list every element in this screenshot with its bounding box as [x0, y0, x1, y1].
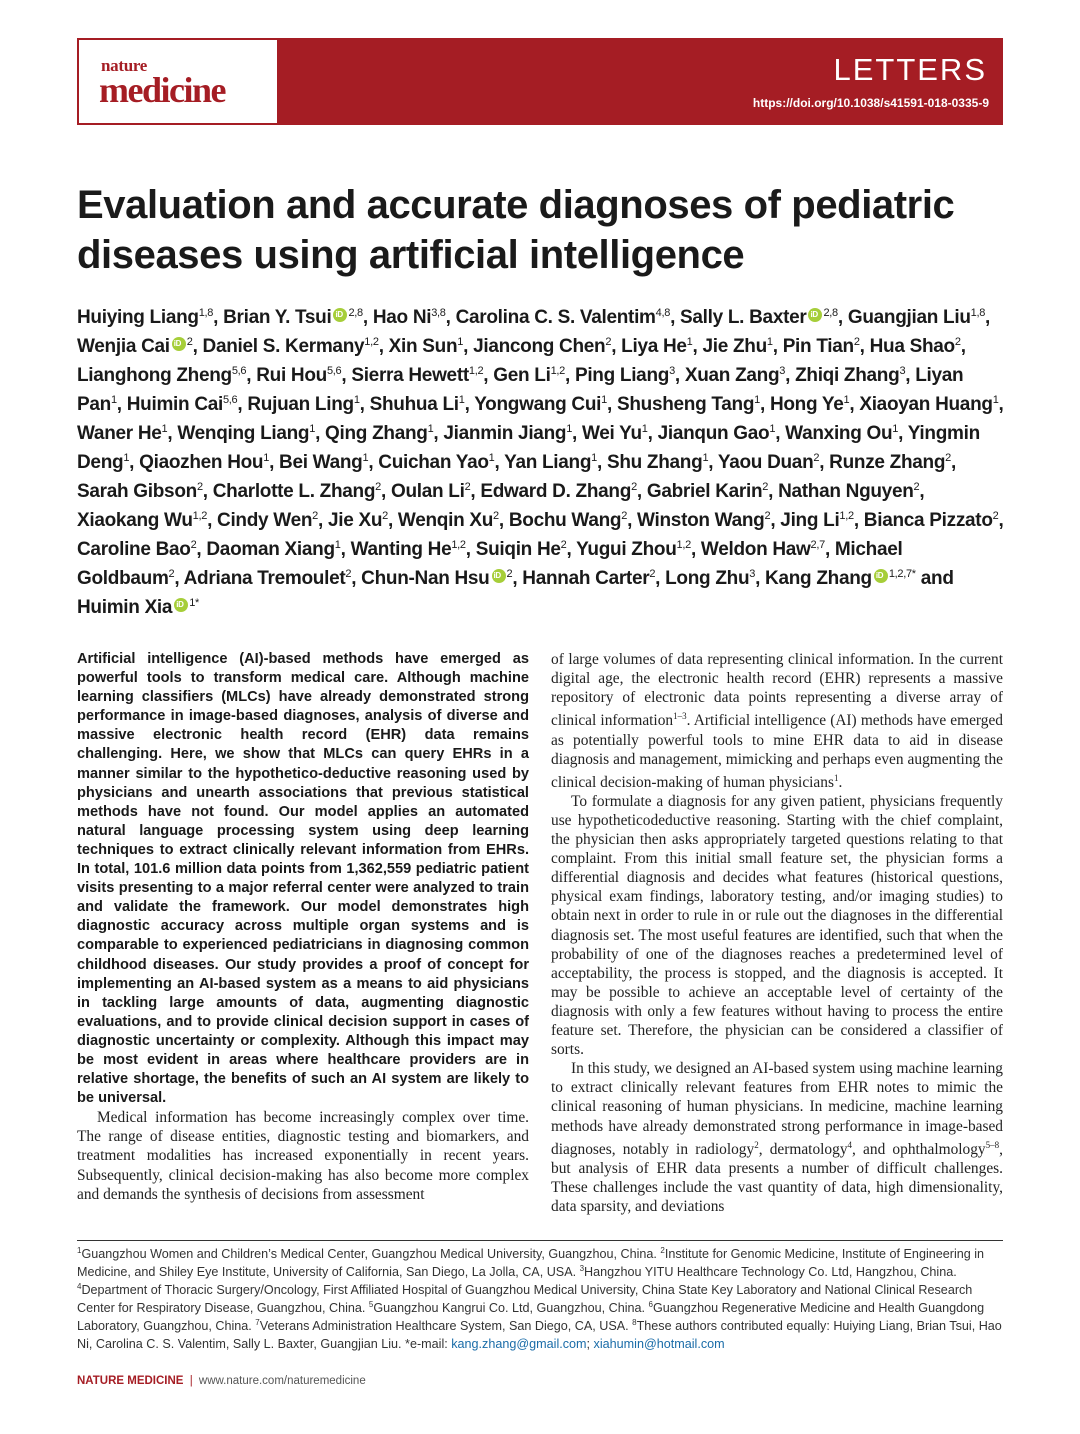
author-affiliation: 5,6 [231, 365, 247, 377]
author-affiliation: 2 [913, 481, 920, 493]
author-name[interactable]: Huiying Liang [77, 307, 199, 328]
right-column [551, 650, 1003, 1216]
author-name[interactable]: Chun-Nan Hsu [361, 568, 490, 589]
author-name[interactable]: Liyan Pan [77, 365, 964, 415]
author-affiliation: 2,8 [348, 307, 363, 319]
author-affiliation: 1,2 [468, 365, 484, 377]
author-name[interactable]: Hannah Carter [522, 568, 650, 589]
reference-citation[interactable]: 2 [754, 1139, 759, 1150]
reference-citation[interactable]: 1 [833, 772, 839, 783]
author-name[interactable]: Jiancong Chen [473, 336, 606, 357]
author-name[interactable]: Gen Li [493, 365, 551, 386]
author-affiliation: 1* [189, 597, 199, 609]
orcid-icon[interactable] [492, 569, 506, 583]
author-name[interactable]: Jing Li [780, 510, 840, 531]
journal-banner [77, 38, 1003, 125]
author-affiliation: 2 [186, 336, 193, 348]
author-name[interactable]: Cindy Wen [217, 510, 313, 531]
author-affiliation: 2 [375, 481, 381, 493]
author-affiliation: 2 [621, 510, 628, 522]
author-affiliation: 3 [779, 365, 786, 377]
author-affiliation: 1,2 [451, 539, 466, 551]
logo-nature-text: nature [101, 56, 148, 75]
author-affiliation: 1 [702, 452, 709, 464]
author-affiliation: 2 [506, 568, 513, 580]
author-name[interactable]: Waner He [77, 423, 162, 444]
author-name[interactable]: Shusheng Tang [616, 394, 755, 415]
author-name[interactable]: Ping Liang [574, 365, 670, 386]
author-name[interactable]: Shuhua Li [369, 394, 459, 415]
abstract: Artificial intelligence (AI)-based methods have emerged as powerful tools to transform medical care. Although machine learning classifiers (MLCs) have already demonstrated strong performance in image-based diagnoses, analysis of diverse and massive electronic health record (EHR) data remains challenging. Here, we show that MLCs can query EHRs in a manner similar to the hypothetico-deductive reasoning used by physicians and unearth associations that previous statistical methods have not found. Our model applies an automated natural language processing system using deep learning techniques to extract clinically relevant information from EHRs. In total, 101.6 million data points from 1,362,559 pediatric patient visits presenting to a major referral center were analyzed to train and validate the framework. Our model demonstrates high diagnostic accuracy across multiple organ systems and is comparable to experienced pediatricians in diagnosing common childhood diseases. Our study provides a proof of concept for implementing an AI-based system as a means to aid physicians in tackling large amounts of data, augmenting diagnostic evaluations, and to provide clinical decision support in cases of diagnostic uncertainty or complexity. Although this impact may be most evident in areas where healthcare providers are in relative shortage, the benefits of such an AI system are likely to be universal. [77, 651, 529, 1107]
author-affiliation: 1,2 [364, 336, 379, 348]
author-affiliation: 2,7 [810, 539, 825, 551]
author-name[interactable]: Michael Goldbaum [77, 539, 903, 589]
author-name[interactable]: Wenqin Xu [397, 510, 494, 531]
author-affiliation: 1 [123, 452, 130, 464]
author-name[interactable]: Pin Tian [782, 336, 854, 357]
author-affiliation: 2 [464, 481, 471, 493]
email-link[interactable]: kang.zhang@gmail.com [451, 1337, 587, 1351]
author-name[interactable]: Runze Zhang [829, 452, 946, 473]
author-affiliation: 2 [382, 510, 388, 522]
author-affiliation: 3,8 [431, 307, 446, 319]
author-name[interactable]: Oulan Li [390, 481, 465, 502]
author-affiliation: 1,2 [676, 539, 691, 551]
author-affiliation: 1 [309, 423, 316, 435]
author-name[interactable]: Daniel S. Kermany [202, 336, 365, 357]
author-name[interactable]: Adriana Tremoulet [183, 568, 346, 589]
author-name[interactable]: Lianghong Zheng [77, 365, 232, 386]
footnote-divider [77, 1240, 1003, 1241]
author-affiliation: 1 [992, 394, 999, 406]
author-name[interactable]: Wei Yu [581, 423, 642, 444]
author-name[interactable]: Hao Ni [372, 307, 432, 328]
author-affiliation: 2 [853, 336, 860, 348]
author-name[interactable]: Xiaoyan Huang [859, 394, 993, 415]
author-name[interactable]: Long Zhu [665, 568, 750, 589]
author-affiliation: 2 [190, 539, 197, 551]
author-name[interactable]: Winston Wang [637, 510, 765, 531]
author-affiliation: 1 [488, 452, 495, 464]
author-name[interactable]: Weldon Haw [700, 539, 811, 560]
author-affiliation: 1 [766, 336, 773, 348]
author-name[interactable]: Carolina C. S. Valentim [455, 307, 656, 328]
author-affiliation: 1 [591, 452, 597, 464]
author-name[interactable]: Yongwang Cui [474, 394, 602, 415]
author-affiliation: 1 [458, 394, 465, 406]
author-name[interactable]: Sally L. Baxter [680, 307, 807, 328]
author-name[interactable]: Wenqing Liang [177, 423, 310, 444]
author-affiliation: 1 [754, 394, 760, 406]
author-affiliation: 2 [813, 452, 820, 464]
author-name[interactable]: Yan Liang [504, 452, 592, 473]
author-affiliation: 2 [196, 481, 203, 493]
author-affiliation: 1 [892, 423, 899, 435]
author-name[interactable]: Jianmin Jiang [443, 423, 567, 444]
author-name[interactable]: Xin Sun [388, 336, 458, 357]
author-affiliation: 1 [641, 423, 648, 435]
orcid-icon[interactable] [808, 308, 822, 322]
author-name[interactable]: Rujuan Ling [247, 394, 354, 415]
author-affiliation: 1 [566, 423, 573, 435]
author-affiliation: 1,8 [198, 307, 214, 319]
author-name[interactable]: Shu Zhang [606, 452, 703, 473]
author-name[interactable]: Charlotte L. Zhang [212, 481, 376, 502]
author-affiliation: 1 [601, 394, 607, 406]
author-affiliation: 2 [764, 510, 771, 522]
author-affiliation: 1,2,7* [888, 568, 916, 580]
author-affiliation: 3 [749, 568, 756, 580]
body-paragraph: Medical information has become increasingly complex over time. The range of disease entities, diagnostic testing and biomarkers, and treatment modalities has increased exponentially in recent years. Subsequently, clinical decision-making has also become more complex and demands the synthesis of decisions from assessment [77, 1109, 529, 1203]
author-affiliation: 5,6 [326, 365, 342, 377]
author-name[interactable]: Xuan Zang [684, 365, 780, 386]
author-affiliation: 2 [649, 568, 656, 580]
author-affiliation: 3 [669, 365, 675, 377]
article-type: LETTERS [833, 52, 987, 87]
author-name[interactable]: Huimin Xia [77, 597, 173, 618]
author-affiliation: 2 [605, 336, 612, 348]
author-affiliation: 2 [945, 452, 951, 464]
author-name[interactable]: Yugui Zhou [576, 539, 677, 560]
body-paragraph: of large volumes of data representing clinical information. In the current digital age, the electronic health record (EHR) represents a massive repository of electronic data points representing a diverse array of clinical information$^{1-3}$. Artificial intelligence (AI) methods have emerged as potentially powerful tools to mine EHR data to aid in disease diagnosis and management, mimicking and perhaps even augmenting the clinical decision-making of human physicians$^1$. [551, 651, 1003, 791]
body-paragraph: To formulate a diagnosis for any given patient, physicians frequently use hypotheticodeductive reasoning. Starting with the chief complaint, the physician then asks appropriately targeted questions relating to that complaint. From this initial small feature set, the physician forms a differential diagnosis and decides what features (historical questions, physical exam findings, laboratory testing, and/or imaging studies) to obtain next in order to rule in or rule out the diagnoses in the differential diagnosis set. The most useful features are identified, such that when the probability of one of the diagnoses reaches a predetermined level of acceptability, the process is stopped, and the diagnosis is accepted. It may be possible to achieve an acceptable level of certainty of the diagnosis with only a few features without having to process the entire feature set. Therefore, the physician can be considered a classifier of sorts. [551, 792, 1003, 1059]
author-name[interactable]: Qiaozhen Hou [139, 452, 264, 473]
author-affiliation: 2 [631, 481, 637, 493]
author-affiliation: 2 [312, 510, 318, 522]
author-name[interactable]: Jianqun Gao [657, 423, 770, 444]
orcid-icon[interactable] [172, 337, 186, 351]
author-affiliation: 3 [899, 365, 906, 377]
author-affiliation: 1 [334, 539, 341, 551]
author-affiliation: 1 [110, 394, 117, 406]
author-affiliation: 2 [493, 510, 499, 522]
author-name[interactable]: Sierra Hewett [351, 365, 469, 386]
orcid-icon[interactable] [333, 308, 347, 322]
logo-medicine-text: medicine [99, 70, 225, 110]
orcid-icon[interactable] [174, 598, 188, 612]
reference-citation[interactable]: 1–3 [673, 711, 687, 722]
author-name[interactable]: Yaou Duan [717, 452, 814, 473]
author-name[interactable]: Cuichan Yao [378, 452, 489, 473]
author-name[interactable]: Jie Zhu [702, 336, 767, 357]
author-name[interactable]: Brian Y. Tsui [223, 307, 332, 328]
page-footer [77, 1375, 366, 1387]
author-name[interactable]: Wanxing Ou [785, 423, 893, 444]
author-affiliation: 1 [263, 452, 270, 464]
author-affiliation: 2 [560, 539, 567, 551]
author-name[interactable]: Guangjian Liu [847, 307, 971, 328]
author-affiliation: 1 [427, 423, 434, 435]
author-name[interactable]: Rui Hou [256, 365, 327, 386]
footer-journal-name: NATURE MEDICINE [77, 1375, 184, 1387]
author-name[interactable]: Hong Ye [769, 394, 844, 415]
author-name[interactable]: Gabriel Karin [646, 481, 763, 502]
author-name[interactable]: Sarah Gibson [77, 481, 197, 502]
email-link[interactable]: xiahumin@hotmail.com [593, 1337, 725, 1351]
journal-logo[interactable] [77, 38, 279, 125]
author-name[interactable]: Liya He [621, 336, 687, 357]
orcid-icon[interactable] [874, 569, 888, 583]
author-name[interactable]: Wanting He [350, 539, 452, 560]
author-name[interactable]: Yingmin Deng [77, 423, 980, 473]
author-name[interactable]: Zhiqi Zhang [795, 365, 900, 386]
author-name[interactable]: Edward D. Zhang [480, 481, 632, 502]
author-name[interactable]: Huimin Cai [126, 394, 223, 415]
author-affiliation: 1 [843, 394, 850, 406]
author-name[interactable]: Daoman Xiang [206, 539, 335, 560]
author-affiliation: 1 [686, 336, 693, 348]
footer-separator: | [189, 1375, 193, 1387]
affiliations-footnote: $^1$Guangzhou Women and Children’s Medical Center, Guangzhou Medical University, Guangzhou, China. $^2$Institute for Genomic Medicine, Institute of Engineering in Medicine, and Shiley Eye Institute, University of California, San Diego, La Jolla, CA, USA. $^3$Hangzhou YITU Healthcare Technology Co. Ltd, Hangzhou, China. $^4$Department of Thoracic Surgery/Oncology, First Affiliated Hospital of Guangzhou Medical University, China State Key Laboratory and National Clinical Research Center for Respiratory Disease, Guangzhou, China. $^5$Guangzhou Kangrui Co. Ltd, Guangzhou, China. $^6$Guangzhou Regenerative Medicine and Health Guangdong Laboratory, Guangzhou, China. $^7$Veterans Administration Healthcare System, San Diego, CA, USA. $^8$These authors contributed equally: Huiying Liang, Brian Tsui, Hao Ni, Carolina C. S. Valentim, Sally L. Baxter, Guangjian Liu. *e-mail: kang.zhang@gmail.com; xiahumin@hotmail.com [77, 1246, 1002, 1351]
author-name[interactable]: Qing Zhang [325, 423, 428, 444]
author-name[interactable]: Bochu Wang [508, 510, 622, 531]
author-name[interactable]: Caroline Bao [77, 539, 191, 560]
left-column [77, 650, 529, 1204]
author-affiliation: 2 [345, 568, 352, 580]
author-affiliation: 1 [353, 394, 360, 406]
author-affiliation: 2 [992, 510, 999, 522]
author-affiliation: 1 [769, 423, 776, 435]
author-affiliation: 2 [168, 568, 175, 580]
author-name[interactable]: Nathan Nguyen [778, 481, 914, 502]
doi-link[interactable]: https://doi.org/10.1038/s41591-018-0335-9 [752, 96, 989, 110]
author-affiliation: 1,2 [839, 510, 854, 522]
reference-citation[interactable]: 5–8 [985, 1139, 1000, 1150]
author-affiliation: 1 [161, 423, 168, 435]
footer-url-link[interactable]: www.nature.com/naturemedicine [198, 1375, 366, 1387]
author-affiliation: 1 [457, 336, 464, 348]
author-affiliation: 1 [362, 452, 369, 464]
author-name[interactable]: Kang Zhang [765, 568, 872, 589]
author-affiliation: 4,8 [655, 307, 671, 319]
author-affiliation: 2,8 [823, 307, 838, 319]
author-name[interactable]: Suiqin He [475, 539, 561, 560]
author-affiliation: 1,8 [970, 307, 986, 319]
author-name[interactable]: Jie Xu [327, 510, 383, 531]
author-affiliation: 5,6 [222, 394, 238, 406]
author-affiliation: 2 [954, 336, 961, 348]
author-name[interactable]: Hua Shao [869, 336, 955, 357]
author-name[interactable]: Bei Wang [279, 452, 363, 473]
author-affiliation: 1,2 [550, 365, 565, 377]
author-list: Huiying Liang$^{1,8}$, Brian Y. TsuiiD $^{2,8}$, Hao Ni$^{3,8}$, Carolina C. S. Valentim$^{4,8}$, Sally L. BaxteriD $^{2,8}$, Guangjian Liu$^{1,8}$, Wenjia CaiiD $^2$, Daniel S. Kermany$^{1,2}$, Xin Sun$^1$, Jiancong Chen$^2$, Liya He$^1$, Jie Zhu$^1$, Pin Tian$^2$, Hua Shao$^2$, Lianghong Zheng$^{5,6}$, Rui Hou$^{5,6}$, Sierra Hewett$^{1,2}$, Gen Li$^{1,2}$, Ping Liang$^3$, Xuan Zang$^3$, Zhiqi Zhang$^3$, Liyan Pan$^1$, Huimin Cai$^{5,6}$, Rujuan Ling$^1$, Shuhua Li$^1$, Yongwang Cui$^1$, Shusheng Tang$^1$, Hong Ye$^1$, Xiaoyan Huang$^1$, Waner He$^1$, Wenqing Liang$^1$, Qing Zhang$^1$, Jianmin Jiang$^1$, Wei Yu$^1$, Jianqun Gao$^1$, Wanxing Ou$^1$, Yingmin Deng$^1$, Qiaozhen Hou$^1$, Bei Wang$^1$, Cuichan Yao$^1$, Yan Liang$^1$, Shu Zhang$^1$, Yaou Duan$^2$, Runze Zhang$^2$, Sarah Gibson$^2$, Charlotte L. Zhang$^2$, Oulan Li$^2$, Edward D. Zhang$^2$, Gabriel Karin$^2$, Nathan Nguyen$^2$, Xiaokang Wu$^{1,2}$, Cindy Wen$^2$, Jie Xu$^2$, Wenqin Xu$^2$, Bochu Wang$^2$, Winston Wang$^2$, Jing Li$^{1,2}$, Bianca Pizzato$^2$, Caroline Bao$^2$, Daoman Xiang$^1$, Wanting He$^{1,2}$, Suiqin He$^2$, Yugui Zhou$^{1,2}$, Weldon Haw$^{2,7}$, Michael Goldbaum$^2$, Adriana Tremoulet$^2$, Chun-Nan HsuiD $^2$, Hannah Carter$^2$, Long Zhu$^3$, Kang ZhangiD $^{1,2,7*}$ and Huimin XiaiD $^{1*}$ [77, 303, 1007, 622]
author-affiliation: 2 [762, 481, 769, 493]
article-title: Evaluation and accurate diagnoses of pediatric diseases using artificial intelligence [77, 183, 955, 277]
reference-citation[interactable]: 4 [847, 1139, 853, 1150]
body-paragraph: In this study, we designed an AI-based system using machine learning to extract clinically relevant features from EHR notes to mimic the clinical reasoning of human physicians. In medicine, machine learning methods have already demonstrated strong performance in image-based diagnoses, notably in radiology$^2$, dermatology$^4$, and ophthalmology$^{5-8}$, but analysis of EHR data presents a number of difficult challenges. These challenges include the vast quantity of data, high dimensionality, data sparsity, and deviations [551, 1060, 1003, 1215]
author-name[interactable]: Bianca Pizzato [863, 510, 993, 531]
author-name[interactable]: Wenjia Cai [77, 336, 170, 357]
author-affiliation: 1,2 [192, 510, 208, 522]
author-name[interactable]: Xiaokang Wu [77, 510, 193, 531]
